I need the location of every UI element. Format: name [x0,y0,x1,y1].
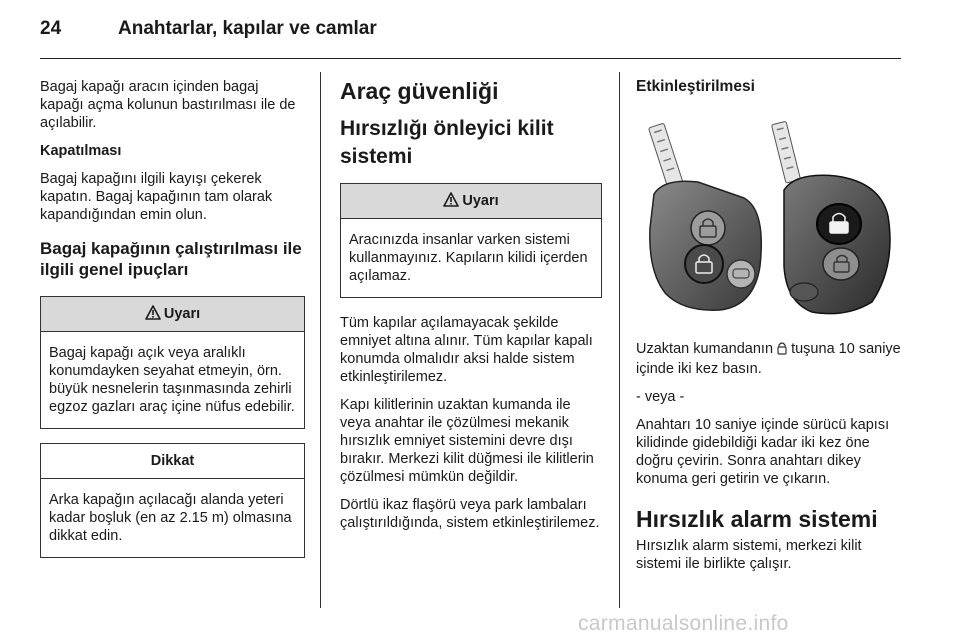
caution-text: Arka kapağın açılacağı alanda yeteri kadar boşluk (en az 2.15 m) olmasına dikkat edin. [49,492,292,544]
warning-text: Bagaj kapağı açık veya aralıklı konumdayken seyahat etmeyin, örn. büyük nesnelerin taşınmasında zehirli egzoz gazları araç içine nüfus edebilir. [49,345,295,415]
warning-box-header [41,297,304,332]
warning-triangle-icon [443,186,459,220]
body-paragraph: Dörtlü ikaz flaşörü veya park lambaları çalıştırıldığında, sistem etkinleştirilemez. [340,497,600,531]
warning-box-header [341,184,601,219]
caution-label: Dikkat [41,444,304,479]
warning-triangle-icon [145,299,161,333]
warning-label: Uyarı [462,193,499,209]
watermark: carmanualsonline.info [578,612,789,635]
closing-subtitle: Kapatılması [40,143,122,159]
caution-box [40,443,305,558]
alarm-heading: Hırsızlık alarm sistemi [636,506,878,532]
warning-text: Aracınızda insanlar varken sistemi kullanmayınız. Kapıların kilidi içerden açılamaz. [349,232,588,284]
body-paragraph: Tüm kapılar açılamayacak şekilde emniyet altına alınır. Tüm kapılar kapalı konumda olmalıdır aksi halde sistem etkinleştirilemez. [340,315,593,385]
section-subheading: Hırsızlığı önleyici kilit sistemi [340,117,554,168]
header-rule [40,58,901,59]
activation-heading: Etkinleştirilmesi [636,78,755,95]
body-paragraph [636,340,904,378]
tips-heading: Bagaj kapağının çalıştırılması ile ilgili genel ipuçları [40,239,302,279]
column-divider [619,72,620,608]
left-column [40,78,305,572]
column-divider [320,72,321,608]
remote-key-illustration [636,116,902,328]
instruction-text-a: Uzaktan kumandanın [636,341,774,357]
or-separator: - veya - [636,389,685,405]
body-paragraph: Kapı kilitlerinin uzaktan kumanda ile veya anahtar ile çözülmesi mekanik hırsızlık emniyet sistemini devre dışı bırakır. Merkezi kilit düğmesi ile kilitlerin çözülmesi mümkün değildir. [340,397,594,485]
body-paragraph: Anahtarı 10 saniye içinde sürücü kapısı kilidinde gidebildiği kadar iki kez öne doğru çevirin. Sonra anahtarı dikey konuma geri getirin ve çıkarın. [636,417,890,487]
section-heading: Araç güvenliği [340,78,499,104]
lock-icon [777,341,787,360]
warning-box [340,183,602,298]
warning-box [40,296,305,429]
right-column [636,78,904,583]
body-paragraph: Bagaj kapağı aracın içinden bagaj kapağı açma kolunun bastırılması ile de açılabilir. [40,79,296,131]
page-number: 24 [40,18,62,39]
body-paragraph: Hırsızlık alarm sistemi, merkezi kilit sistemi ile birlikte çalışır. [636,538,862,572]
page-title: Anahtarlar, kapılar ve camlar [118,18,377,39]
body-paragraph: Bagaj kapağını ilgili kayışı çekerek kapatın. Bagaj kapağının tam olarak kapandığından emin olun. [40,171,273,223]
middle-column [340,78,602,542]
warning-label: Uyarı [163,306,201,322]
instruction-text-b: tuşuna 10 saniye içinde iki kez basın. [636,341,901,377]
